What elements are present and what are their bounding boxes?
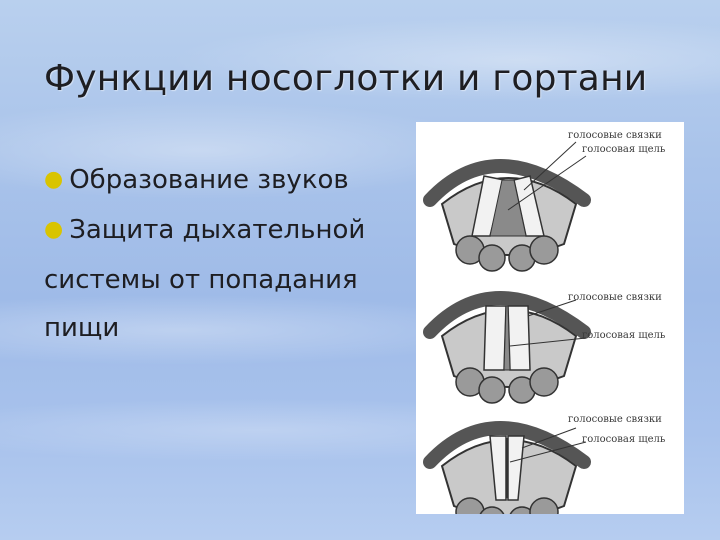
bullet-item (44, 156, 394, 206)
slide-title: Функции носоглотки и гортани (44, 58, 648, 99)
bullet-text: Защита дыхательной (69, 215, 366, 245)
larynx-panel-middle (430, 298, 586, 403)
bullet-icon: ● (44, 167, 64, 192)
larynx-panel-open (430, 142, 586, 271)
bullet-continuation: системы от попадания (44, 265, 358, 295)
label-glottis: голосовая щель (582, 330, 666, 341)
label-vocal-folds: голосовые связки (568, 130, 662, 141)
bullet-icon: ● (44, 217, 64, 242)
label-glottis: голосовая щель (582, 434, 666, 445)
bullet-text: Образование звуков (69, 165, 349, 195)
bullet-item (44, 206, 394, 256)
label-vocal-folds: голосовые связки (568, 292, 662, 303)
label-glottis: голосовая щель (582, 144, 666, 155)
label-vocal-folds: голосовые связки (568, 414, 662, 425)
larynx-figure (416, 122, 684, 514)
bullet-continuation: пищи (44, 313, 120, 343)
larynx-illustration (416, 122, 684, 514)
larynx-panel-closed (430, 428, 586, 514)
bullet-list (44, 156, 394, 352)
